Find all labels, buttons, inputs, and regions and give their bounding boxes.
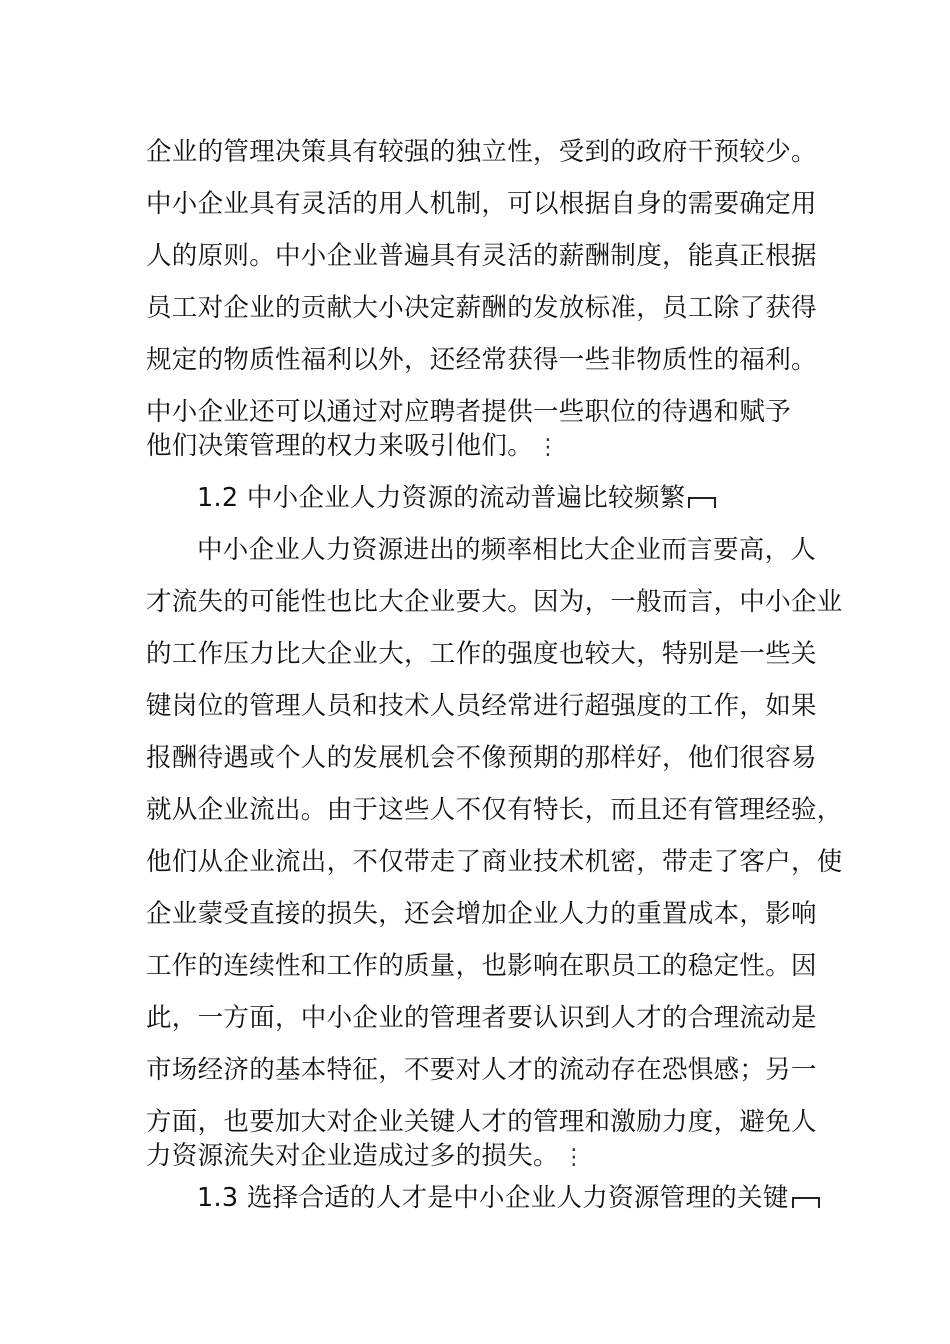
section-break-mark	[687, 494, 717, 508]
paragraph-line: 工作的连续性和工作的质量，也影响在职员工的稳定性。因	[146, 951, 817, 981]
paragraph-end-mark: ⋮	[537, 435, 560, 460]
paragraph-text: 他们决策管理的权力来吸引他们。	[146, 431, 534, 461]
paragraph-last-line	[146, 420, 559, 472]
paragraph-line: 规定的物质性福利以外，还经常获得一些非物质性的福利。	[146, 345, 817, 375]
paragraph-text: 力资源流失对企业造成过多的损失。	[146, 1141, 559, 1171]
paragraph-line: 方面，也要加大对企业关键人才的管理和激励力度，避免人	[146, 1107, 817, 1137]
heading-text: 1.2 中小企业人力资源的流动普遍比较频繁	[197, 483, 686, 513]
heading-text: 1.3 选择合适的人才是中小企业人力资源管理的关键	[197, 1183, 789, 1213]
paragraph-line: 他们从企业流出，不仅带走了商业技术机密，带走了客户，使	[146, 847, 843, 877]
paragraph-end-mark: ⋮	[562, 1145, 586, 1170]
paragraph-line: 键岗位的管理人员和技术人员经常进行超强度的工作，如果	[146, 691, 817, 721]
paragraph-line: 员工对企业的贡献大小决定薪酬的发放标准，员工除了获得	[146, 293, 817, 323]
section-heading-1-3	[197, 1172, 821, 1224]
paragraph-line: 就从企业流出。由于这些人不仅有特长，而且还有管理经验，	[146, 795, 843, 825]
paragraph-line: 人的原则。中小企业普遍具有灵活的薪酬制度，能真正根据	[146, 241, 817, 271]
paragraph-line: 报酬待遇或个人的发展机会不像预期的那样好，他们很容易	[146, 743, 817, 773]
paragraph-line: 才流失的可能性也比大企业要大。因为，一般而言，中小企业	[146, 587, 843, 617]
paragraph-line: 的工作压力比大企业大，工作的强度也较大，特别是一些关	[146, 639, 817, 669]
paragraph-line: 中小企业人力资源进出的频率相比大企业而言要高，人	[197, 535, 817, 565]
paragraph-line: 中小企业具有灵活的用人机制，可以根据自身的需要确定用	[146, 189, 817, 219]
paragraph-line: 市场经济的基本特征，不要对人才的流动存在恐惧感；另一	[146, 1055, 817, 1085]
section-heading-1-2	[197, 472, 717, 524]
section-break-mark	[791, 1194, 821, 1208]
paragraph-line: 中小企业还可以通过对应聘者提供一些职位的待遇和赋予	[146, 397, 792, 427]
paragraph-line: 企业蒙受直接的损失，还会增加企业人力的重置成本，影响	[146, 899, 817, 929]
paragraph-line: 企业的管理决策具有较强的独立性，受到的政府干预较少。	[146, 137, 817, 167]
paragraph-line: 此，一方面，中小企业的管理者要认识到人才的合理流动是	[146, 1003, 817, 1033]
